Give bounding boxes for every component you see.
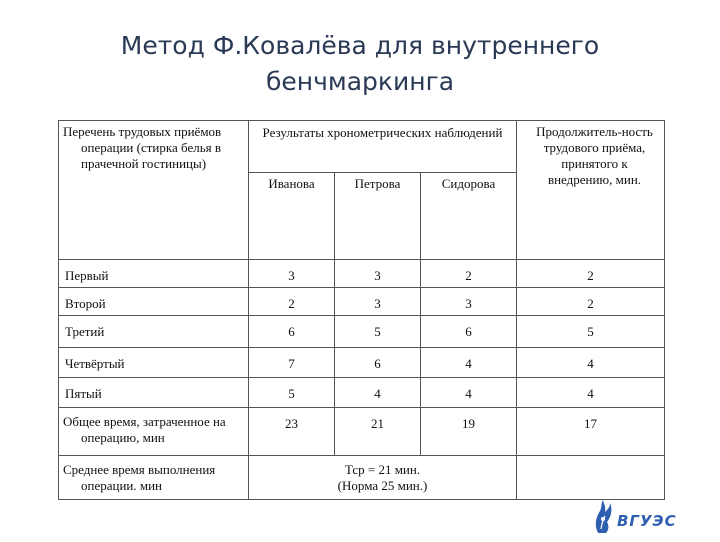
cell-ivanova: 7 <box>249 348 335 378</box>
row-label: Третий <box>59 316 249 348</box>
average-value <box>249 456 517 500</box>
cell-ivanova: 2 <box>249 288 335 316</box>
average-row <box>59 456 665 500</box>
cell-sidorova: 6 <box>421 316 517 348</box>
svg-text:ВГУЭС: ВГУЭС <box>617 512 677 530</box>
slide-title-line-1: Метод Ф.Ковалёва для внутреннего <box>120 31 600 60</box>
cell-accepted: 4 <box>517 378 665 408</box>
slide-title <box>0 28 720 100</box>
cell-petrova: 4 <box>335 378 421 408</box>
cell-accepted: 5 <box>517 316 665 348</box>
cell-petrova: 3 <box>335 260 421 288</box>
cell-sidorova: 3 <box>421 288 517 316</box>
row-label: Первый <box>59 260 249 288</box>
row-label: Пятый <box>59 378 249 408</box>
cell-accepted: 4 <box>517 348 665 378</box>
cell-sidorova: 19 <box>421 408 517 456</box>
cell-petrova: 6 <box>335 348 421 378</box>
table-row <box>59 348 665 378</box>
total-row <box>59 408 665 456</box>
average-value-line-1: Тср = 21 мин. <box>344 462 421 477</box>
slide-title-line-2: бенчмаркинга <box>265 67 455 96</box>
table-row <box>59 288 665 316</box>
header-observation-results: Результаты хронометрических наблюдений <box>249 121 517 173</box>
table-row <box>59 260 665 288</box>
university-logo <box>590 495 677 537</box>
average-empty-cell <box>517 456 665 500</box>
average-value-line-2: (Норма 25 мин.) <box>337 478 428 493</box>
table-row <box>59 378 665 408</box>
cell-petrova: 21 <box>335 408 421 456</box>
cell-accepted: 17 <box>517 408 665 456</box>
cell-sidorova: 4 <box>421 378 517 408</box>
table-row <box>59 316 665 348</box>
cell-ivanova: 23 <box>249 408 335 456</box>
average-label: Среднее время выполнения операции. мин <box>59 456 249 500</box>
header-task-list: Перечень трудовых приёмов операции (стирка белья в прачечной гостиницы) <box>59 121 249 260</box>
cell-accepted: 2 <box>517 288 665 316</box>
row-label: Четвёртый <box>59 348 249 378</box>
cell-accepted: 2 <box>517 260 665 288</box>
cell-ivanova: 3 <box>249 260 335 288</box>
observer-petrova: Петрова <box>335 173 421 260</box>
vguies-logo-icon <box>590 495 677 537</box>
benchmark-table <box>58 120 665 500</box>
row-label: Общее время, затраченное на операцию, мин <box>59 408 249 456</box>
row-label: Второй <box>59 288 249 316</box>
cell-petrova: 5 <box>335 316 421 348</box>
cell-sidorova: 4 <box>421 348 517 378</box>
header-row <box>59 121 665 173</box>
cell-sidorova: 2 <box>421 260 517 288</box>
header-accepted-duration: Продолжитель-ность трудового приёма, принятого к внедрению, мин. <box>517 121 665 260</box>
cell-ivanova: 6 <box>249 316 335 348</box>
cell-ivanova: 5 <box>249 378 335 408</box>
cell-petrova: 3 <box>335 288 421 316</box>
observer-ivanova: Иванова <box>249 173 335 260</box>
observer-sidorova: Сидорова <box>421 173 517 260</box>
